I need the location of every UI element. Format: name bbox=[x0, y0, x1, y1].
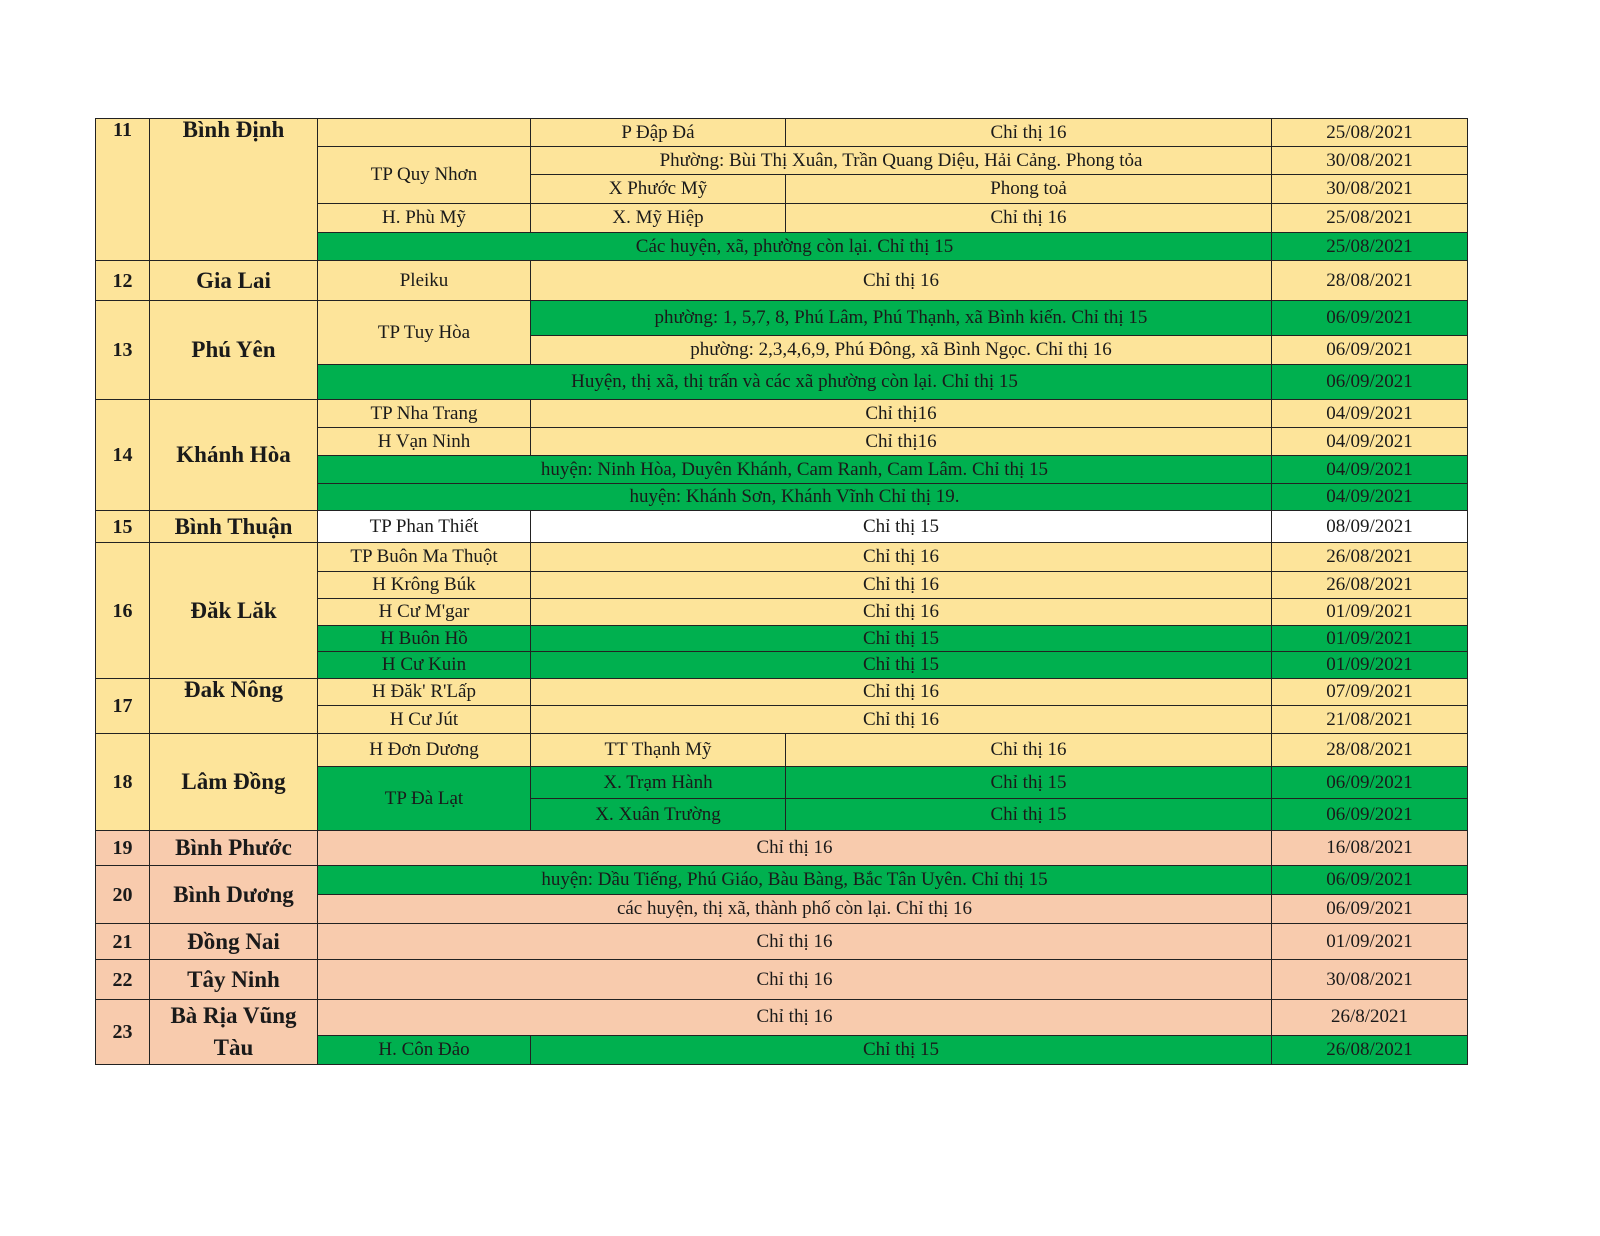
date-cell: 26/08/2021 bbox=[1272, 543, 1468, 572]
date-cell: 30/08/2021 bbox=[1272, 147, 1468, 175]
province-name: Lâm Đồng bbox=[150, 734, 318, 831]
district-cell: H Vạn Ninh bbox=[318, 428, 531, 456]
date-cell: 25/08/2021 bbox=[1272, 204, 1468, 233]
row-number: 15 bbox=[96, 511, 150, 543]
subarea-cell: X. Mỹ Hiệp bbox=[531, 204, 786, 233]
district-cell: H Đăk' R'Lấp bbox=[318, 679, 531, 706]
date-cell: 04/09/2021 bbox=[1272, 428, 1468, 456]
measure-cell: Chỉ thị 16 bbox=[786, 204, 1272, 233]
measure-cell: Chỉ thị 16 bbox=[318, 831, 1272, 866]
row-number: 17 bbox=[96, 679, 150, 734]
province-name: Bình Dương bbox=[150, 866, 318, 924]
measure-cell: Phường: Bùi Thị Xuân, Trần Quang Diệu, Hải Cảng. Phong tỏa bbox=[531, 147, 1272, 175]
table-row bbox=[96, 301, 1468, 336]
table-row bbox=[96, 960, 1468, 1000]
table-row bbox=[96, 400, 1468, 428]
province-name: Bình Phước bbox=[150, 831, 318, 866]
table-row bbox=[96, 831, 1468, 866]
measure-cell: huyện: Dầu Tiếng, Phú Giáo, Bàu Bàng, Bắc Tân Uyên. Chỉ thị 15 bbox=[318, 866, 1272, 895]
district-cell: H Cư Jút bbox=[318, 706, 531, 734]
row-number: 16 bbox=[96, 543, 150, 679]
measure-cell: Chỉ thị 15 bbox=[786, 767, 1272, 799]
table-row bbox=[96, 679, 1468, 706]
measure-cell: Chỉ thị 15 bbox=[531, 511, 1272, 543]
date-cell: 06/09/2021 bbox=[1272, 365, 1468, 400]
province-name: Đak Nông bbox=[150, 679, 318, 734]
subarea-cell: X Phước Mỹ bbox=[531, 175, 786, 204]
measure-cell: Chỉ thị 15 bbox=[531, 1035, 1272, 1064]
date-cell: 04/09/2021 bbox=[1272, 456, 1468, 484]
date-cell: 28/08/2021 bbox=[1272, 734, 1468, 767]
date-cell: 26/08/2021 bbox=[1272, 1035, 1468, 1064]
date-cell: 06/09/2021 bbox=[1272, 799, 1468, 831]
measure-cell: Chỉ thị 16 bbox=[318, 1000, 1272, 1036]
row-number: 12 bbox=[96, 261, 150, 301]
date-cell: 01/09/2021 bbox=[1272, 626, 1468, 652]
date-cell: 06/09/2021 bbox=[1272, 336, 1468, 365]
date-cell: 06/09/2021 bbox=[1272, 895, 1468, 924]
date-cell: 06/09/2021 bbox=[1272, 767, 1468, 799]
date-cell: 01/09/2021 bbox=[1272, 652, 1468, 679]
date-cell: 30/08/2021 bbox=[1272, 960, 1468, 1000]
province-name: Tây Ninh bbox=[150, 960, 318, 1000]
row-number: 19 bbox=[96, 831, 150, 866]
date-cell: 26/08/2021 bbox=[1272, 572, 1468, 599]
row-number: 11 bbox=[96, 119, 150, 261]
table-row bbox=[96, 734, 1468, 767]
measure-cell: Chỉ thị 16 bbox=[531, 599, 1272, 626]
province-name: Phú Yên bbox=[150, 301, 318, 400]
subarea-cell: X. Xuân Trường bbox=[531, 799, 786, 831]
district-cell: H Cư M'gar bbox=[318, 599, 531, 626]
date-cell: 16/08/2021 bbox=[1272, 831, 1468, 866]
table-row bbox=[96, 261, 1468, 301]
measure-cell: Huyện, thị xã, thị trấn và các xã phường còn lại. Chỉ thị 15 bbox=[318, 365, 1272, 400]
measure-cell: Chỉ thị 15 bbox=[531, 652, 1272, 679]
measure-cell: Chỉ thị 16 bbox=[531, 706, 1272, 734]
row-number: 13 bbox=[96, 301, 150, 400]
province-name: Khánh Hòa bbox=[150, 400, 318, 511]
district-cell: TP Phan Thiết bbox=[318, 511, 531, 543]
measure-cell: Chỉ thị 16 bbox=[531, 679, 1272, 706]
measure-cell: Chỉ thị16 bbox=[531, 400, 1272, 428]
district-cell: H. Côn Đảo bbox=[318, 1035, 531, 1064]
table-row bbox=[96, 1000, 1468, 1036]
measure-cell: Chỉ thị 16 bbox=[318, 960, 1272, 1000]
measure-cell: Chỉ thị 16 bbox=[786, 734, 1272, 767]
date-cell: 30/08/2021 bbox=[1272, 175, 1468, 204]
province-name: Đăk Lăk bbox=[150, 543, 318, 679]
row-number: 20 bbox=[96, 866, 150, 924]
date-cell: 26/8/2021 bbox=[1272, 1000, 1468, 1036]
row-number: 18 bbox=[96, 734, 150, 831]
date-cell: 21/08/2021 bbox=[1272, 706, 1468, 734]
province-name: Bà Rịa Vũng Tàu bbox=[150, 1000, 318, 1065]
directive-table bbox=[95, 118, 1468, 1065]
district-cell: H Buôn Hồ bbox=[318, 626, 531, 652]
table-row bbox=[96, 119, 1468, 147]
row-number: 23 bbox=[96, 1000, 150, 1065]
date-cell: 28/08/2021 bbox=[1272, 261, 1468, 301]
date-cell: 25/08/2021 bbox=[1272, 119, 1468, 147]
measure-cell: huyện: Ninh Hòa, Duyên Khánh, Cam Ranh, Cam Lâm. Chỉ thị 15 bbox=[318, 456, 1272, 484]
date-cell: 04/09/2021 bbox=[1272, 484, 1468, 511]
row-number: 14 bbox=[96, 400, 150, 511]
subarea-cell: TT Thạnh Mỹ bbox=[531, 734, 786, 767]
date-cell: 07/09/2021 bbox=[1272, 679, 1468, 706]
district-cell: TP Nha Trang bbox=[318, 400, 531, 428]
table-row bbox=[96, 511, 1468, 543]
measure-cell: Phong toả bbox=[786, 175, 1272, 204]
district-cell: H Krông Búk bbox=[318, 572, 531, 599]
table-row bbox=[96, 924, 1468, 960]
date-cell: 06/09/2021 bbox=[1272, 301, 1468, 336]
measure-cell: Chỉ thị 15 bbox=[786, 799, 1272, 831]
district-cell: TP Buôn Ma Thuột bbox=[318, 543, 531, 572]
province-name: Gia Lai bbox=[150, 261, 318, 301]
date-cell: 01/09/2021 bbox=[1272, 599, 1468, 626]
row-number: 21 bbox=[96, 924, 150, 960]
table-row bbox=[96, 543, 1468, 572]
measure-cell: huyện: Khánh Sơn, Khánh Vĩnh Chỉ thị 19. bbox=[318, 484, 1272, 511]
measure-cell: Chỉ thị16 bbox=[531, 428, 1272, 456]
district-cell: TP Tuy Hòa bbox=[318, 301, 531, 365]
measure-cell: Chỉ thị 16 bbox=[786, 119, 1272, 147]
date-cell: 25/08/2021 bbox=[1272, 233, 1468, 261]
row-number: 22 bbox=[96, 960, 150, 1000]
district-cell: H Cư Kuin bbox=[318, 652, 531, 679]
measure-cell: phường: 2,3,4,6,9, Phú Đông, xã Bình Ngọc. Chỉ thị 16 bbox=[531, 336, 1272, 365]
province-name: Đồng Nai bbox=[150, 924, 318, 960]
province-name: Bình Định bbox=[150, 119, 318, 261]
district-cell: H Đơn Dương bbox=[318, 734, 531, 767]
subarea-cell: P Đập Đá bbox=[531, 119, 786, 147]
measure-cell: Chỉ thị 16 bbox=[531, 543, 1272, 572]
measure-cell: Chỉ thị 16 bbox=[531, 261, 1272, 301]
measure-cell: Chỉ thị 16 bbox=[318, 924, 1272, 960]
date-cell: 06/09/2021 bbox=[1272, 866, 1468, 895]
table-row bbox=[96, 866, 1468, 895]
measure-cell: Các huyện, xã, phường còn lại. Chỉ thị 15 bbox=[318, 233, 1272, 261]
district-cell: Pleiku bbox=[318, 261, 531, 301]
district-cell: H. Phù Mỹ bbox=[318, 204, 531, 233]
district-cell: TP Đà Lạt bbox=[318, 767, 531, 831]
measure-cell: các huyện, thị xã, thành phố còn lại. Chỉ thị 16 bbox=[318, 895, 1272, 924]
subarea-cell: X. Trạm Hành bbox=[531, 767, 786, 799]
district-cell: TP Quy Nhơn bbox=[318, 147, 531, 204]
province-name: Bình Thuận bbox=[150, 511, 318, 543]
measure-cell: phường: 1, 5,7, 8, Phú Lâm, Phú Thạnh, xã Bình kiến. Chỉ thị 15 bbox=[531, 301, 1272, 336]
date-cell: 01/09/2021 bbox=[1272, 924, 1468, 960]
district-cell bbox=[318, 119, 531, 147]
measure-cell: Chỉ thị 15 bbox=[531, 626, 1272, 652]
measure-cell: Chỉ thị 16 bbox=[531, 572, 1272, 599]
date-cell: 08/09/2021 bbox=[1272, 511, 1468, 543]
date-cell: 04/09/2021 bbox=[1272, 400, 1468, 428]
